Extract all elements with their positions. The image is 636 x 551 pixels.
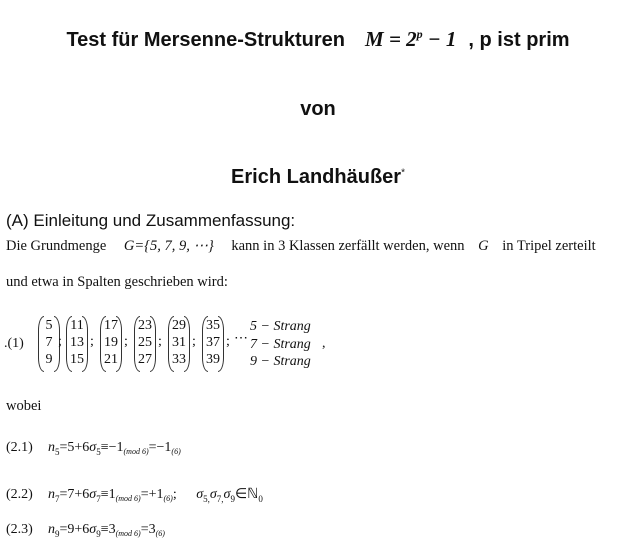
matrix-cell: 15 <box>70 352 84 367</box>
strand-label: 5 − Strang <box>250 319 311 334</box>
matrix-cell: 37 <box>206 335 220 350</box>
matrix-cell: 21 <box>104 352 118 367</box>
matrix-cell: 13 <box>70 335 84 350</box>
matrix-cell: 19 <box>104 335 118 350</box>
matrix-cell: 31 <box>172 335 186 350</box>
equation-label: (2.3) <box>6 522 33 537</box>
bracket-right <box>116 316 122 372</box>
equation-label: (2.2) <box>6 487 33 502</box>
matrix-cell: 9 <box>45 352 53 367</box>
bracket-right <box>218 316 224 372</box>
strand-labels <box>250 318 311 371</box>
title-suffix: , p ist prim <box>468 29 570 51</box>
author-name: Erich Landhäußer* <box>231 166 405 188</box>
footnote-mark: * <box>401 167 405 179</box>
section-heading: (A) Einleitung und Zusammenfassung: <box>6 211 296 230</box>
matrix-cell: 17 <box>104 318 118 333</box>
matrix-column <box>202 316 224 370</box>
document-title <box>0 27 636 52</box>
matrix-cell: 7 <box>45 335 53 350</box>
strand-label: 9 − Strang <box>250 354 311 369</box>
matrix-cell: 29 <box>172 318 186 333</box>
separator: ; <box>158 334 162 349</box>
sigma-set: $\sigma_{5,}\sigma_{7,}\sigma_9\in ℕ_0$ <box>196 487 263 504</box>
strand-label: 7 − Strang <box>250 336 311 352</box>
matrix-column <box>66 316 88 370</box>
by-line: von <box>300 98 336 120</box>
separator: ; <box>226 334 230 349</box>
separator: ; <box>90 334 94 349</box>
intro-paragraph-2: und etwa in Spalten geschrieben wird: <box>6 274 228 290</box>
equation-label: (2.1) <box>6 440 33 455</box>
ellipsis: ⋯ <box>234 331 248 346</box>
matrix-column <box>100 316 122 370</box>
equation-2-2: (2.2) $n_7=7+6\sigma_7\equiv 1_{(mod 6)}=+1_{(6)}$; $\sigma_{5,}\sigma_{7,}\sigma_9\in ℕ_0$ <box>6 487 263 504</box>
equation-2-1: (2.1) $n_5=5+6\sigma_5\equiv-1_{(mod 6)}=-1_{(6)}$ <box>6 440 181 457</box>
matrix-cell: 25 <box>138 335 152 350</box>
matrix-cell: 39 <box>206 352 220 367</box>
bracket-right <box>184 316 190 372</box>
trailing-comma: , <box>322 336 326 351</box>
matrix-cell: 27 <box>138 352 152 367</box>
matrix-cell: 33 <box>172 352 186 367</box>
wobei-text: wobei <box>6 398 42 414</box>
matrix-cell: 35 <box>206 318 220 333</box>
separator: ; <box>124 334 128 349</box>
title-text: Test für Mersenne-Strukturen <box>66 29 346 51</box>
separator: ; <box>58 334 62 349</box>
matrix-column <box>134 316 156 370</box>
intro-paragraph: Die Grundmenge G={5, 7, 9, ⋯} kann in 3 Klassen zerfällt werden, wenn G in Tripel zerteilt <box>6 238 596 254</box>
matrix-column <box>38 316 60 370</box>
bracket-right <box>150 316 156 372</box>
set-variable: G <box>478 238 489 254</box>
title-formula: $M = 2^p - 1$ <box>365 27 457 51</box>
equation-2-3: (2.3) $n_9=9+6\sigma_9\equiv 3_{(mod 6)}=3_{(6)}$ <box>6 522 165 539</box>
matrix-column <box>168 316 190 370</box>
equation-label-1: .(1) <box>4 336 24 351</box>
set-expression: G={5, 7, 9, ⋯} <box>123 238 214 254</box>
matrix-cell: 23 <box>138 318 152 333</box>
matrix-cell: 11 <box>70 318 84 333</box>
matrix-cell: 5 <box>45 318 53 333</box>
separator: ; <box>192 334 196 349</box>
bracket-right <box>82 316 88 372</box>
